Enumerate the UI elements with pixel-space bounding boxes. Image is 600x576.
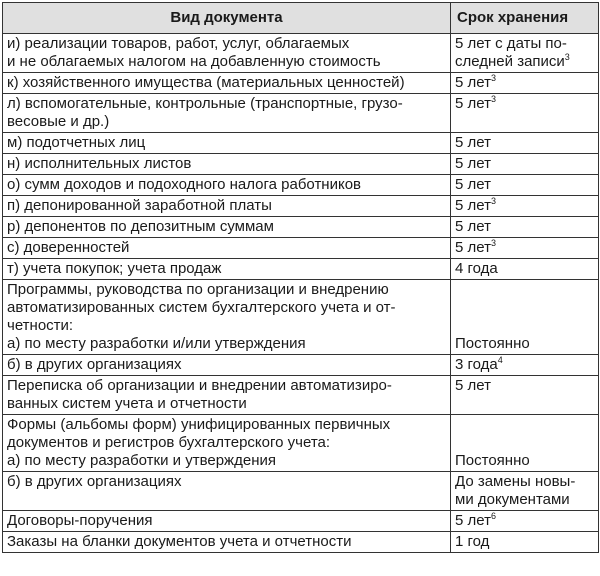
document-type-cell <box>3 259 451 280</box>
table-header-row <box>3 3 599 34</box>
table-row <box>3 238 599 259</box>
table-row <box>3 376 599 415</box>
retention-period-text: 5 лет <box>455 377 491 394</box>
table-row <box>3 133 599 154</box>
retention-period-cell <box>451 217 599 238</box>
retention-period-cell <box>451 415 599 472</box>
document-type-cell <box>3 280 451 355</box>
document-type-text: и) реализации товаров, работ, услуг, облагаемых <box>7 35 350 52</box>
retention-period-cell <box>451 34 599 73</box>
retention-period-text: 3 года <box>455 356 498 373</box>
retention-period-text: 5 лет с даты по- <box>455 35 567 52</box>
document-type-cell <box>3 532 451 553</box>
document-type-text: м) подотчетных лиц <box>7 134 146 151</box>
table-row <box>3 217 599 238</box>
document-type-text: р) депонентов по депозитным суммам <box>7 218 274 235</box>
table-row <box>3 280 599 355</box>
document-type-cell <box>3 133 451 154</box>
table-row <box>3 94 599 133</box>
retention-period-text: 5 лет <box>455 512 491 529</box>
retention-period-cell <box>451 133 599 154</box>
retention-table <box>2 2 599 553</box>
document-type-cell <box>3 94 451 133</box>
retention-period-cell <box>451 472 599 511</box>
retention-period-text: 4 года <box>455 260 498 277</box>
document-type-text: б) в других организациях <box>7 473 182 490</box>
retention-period-text: Постоянно <box>455 452 530 469</box>
retention-period-text: следней записи <box>455 53 565 70</box>
column-header-retention-period: Срок хранения <box>451 3 599 34</box>
document-type-text: а) по месту разработки и утверждения <box>7 452 276 469</box>
document-type-text: Договоры-поручения <box>7 512 153 529</box>
document-type-text: б) в других организациях <box>7 356 182 373</box>
table-row <box>3 511 599 532</box>
document-type-cell <box>3 376 451 415</box>
retention-period-text: 5 лет <box>455 176 491 193</box>
retention-period-text: ми документами <box>455 491 570 508</box>
retention-period-cell <box>451 94 599 133</box>
document-type-cell <box>3 217 451 238</box>
table-row <box>3 196 599 217</box>
document-type-text: документов и регистров бухгалтерского учета: <box>7 434 331 451</box>
retention-period-cell <box>451 376 599 415</box>
document-type-cell <box>3 472 451 511</box>
retention-period-text: 5 лет <box>455 239 491 256</box>
document-type-text: п) депонированной заработной платы <box>7 197 272 214</box>
document-type-cell <box>3 175 451 196</box>
footnote-marker: 3 <box>490 73 496 83</box>
document-type-text: четности: <box>7 317 74 334</box>
document-type-text: Формы (альбомы форм) унифицированных первичных <box>7 416 391 433</box>
retention-period-cell <box>451 73 599 94</box>
retention-period-cell <box>451 238 599 259</box>
table-row <box>3 415 599 472</box>
footnote-marker: 4 <box>497 355 503 365</box>
retention-period-text: 1 год <box>455 533 490 550</box>
document-type-text: весовые и др.) <box>7 113 110 130</box>
retention-period-text: 5 лет <box>455 155 491 172</box>
document-type-cell <box>3 238 451 259</box>
retention-period-text: 5 лет <box>455 134 491 151</box>
table-row <box>3 259 599 280</box>
document-type-cell <box>3 415 451 472</box>
document-type-cell <box>3 73 451 94</box>
document-type-text: Переписка об организации и внедрении автоматизиро- <box>7 377 392 394</box>
document-type-text: к) хозяйственного имущества (материальных ценностей) <box>7 74 405 91</box>
retention-period-cell <box>451 175 599 196</box>
table-row <box>3 355 599 376</box>
retention-period-text: Постоянно <box>455 335 530 352</box>
document-type-text: Программы, руководства по организации и внедрению <box>7 281 389 298</box>
document-type-text: о) сумм доходов и подоходного налога работников <box>7 176 362 193</box>
document-type-cell <box>3 355 451 376</box>
retention-period-cell <box>451 532 599 553</box>
document-type-text: с) доверенностей <box>7 239 130 256</box>
retention-period-cell <box>451 259 599 280</box>
document-type-text: и не облагаемых налогом на добавленную стоимость <box>7 53 381 70</box>
retention-period-cell <box>451 280 599 355</box>
table-row <box>3 154 599 175</box>
retention-period-text: 5 лет <box>455 218 491 235</box>
document-type-text: н) исполнительных листов <box>7 155 192 172</box>
retention-period-cell <box>451 196 599 217</box>
retention-period-cell <box>451 511 599 532</box>
footnote-marker: 3 <box>564 52 570 62</box>
document-type-cell <box>3 511 451 532</box>
document-type-text: Заказы на бланки документов учета и отчетности <box>7 533 352 550</box>
retention-period-text: 5 лет <box>455 197 491 214</box>
retention-period-text: 5 лет <box>455 95 491 112</box>
document-type-text: а) по месту разработки и/или утверждения <box>7 335 306 352</box>
footnote-marker: 6 <box>490 511 496 521</box>
table-row <box>3 472 599 511</box>
table-row <box>3 34 599 73</box>
document-type-cell <box>3 154 451 175</box>
footnote-marker: 3 <box>490 94 496 104</box>
table-row <box>3 532 599 553</box>
document-type-text: автоматизированных систем бухгалтерского учета и от- <box>7 299 396 316</box>
retention-period-text: 5 лет <box>455 74 491 91</box>
column-header-document-type: Вид документа <box>3 3 451 34</box>
footnote-marker: 3 <box>490 238 496 248</box>
document-type-text: т) учета покупок; учета продаж <box>7 260 222 277</box>
footnote-marker: 3 <box>490 196 496 206</box>
document-type-cell <box>3 196 451 217</box>
retention-period-text: До замены новы- <box>455 473 576 490</box>
table-row <box>3 175 599 196</box>
document-type-text: л) вспомогательные, контрольные (транспортные, грузо- <box>7 95 403 112</box>
document-type-cell <box>3 34 451 73</box>
document-type-text: ванных систем учета и отчетности <box>7 395 247 412</box>
retention-period-cell <box>451 355 599 376</box>
retention-period-cell <box>451 154 599 175</box>
table-row <box>3 73 599 94</box>
